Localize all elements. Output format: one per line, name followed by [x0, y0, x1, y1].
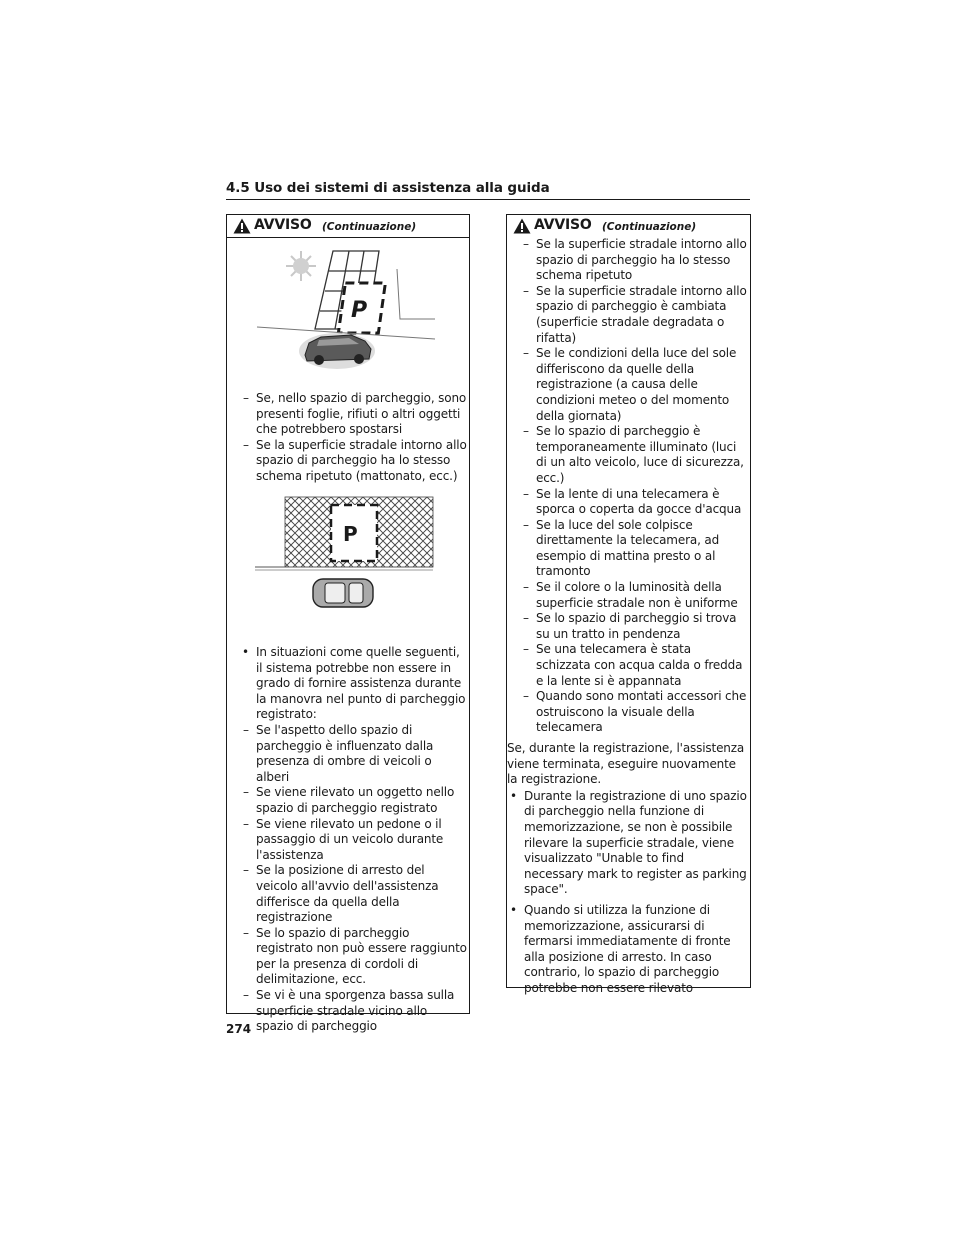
- parking-p-label: P: [351, 298, 368, 323]
- list-item: • Durante la registrazione di uno spazio di parcheggio nella funzione di memorizzazione, se non è possibile rilevare la superficie stradale, viene visualizzato "Unable to find necessary mark to register as parking space".: [510, 788, 747, 897]
- parking-p-label-2: P: [343, 522, 358, 546]
- section-header: 4.5 Uso dei sistemi di assistenza alla guida: [226, 180, 550, 196]
- car-topview-icon: [313, 579, 373, 607]
- right-text-block: [523, 237, 749, 736]
- page-number: 274: [226, 1022, 252, 1036]
- list-item: – Se, nello spazio di parcheggio, sono presenti foglie, rifiuti o altri oggetti che potrebbero spostarsi: [243, 391, 467, 437]
- left-text-block-2: [239, 645, 467, 1035]
- list-item: – Se viene rilevato un oggetto nello spazio di parcheggio registrato: [243, 785, 455, 815]
- list-item: – Se la superficie stradale intorno allo spazio di parcheggio è cambiata (superficie stradale degradata o rifatta): [523, 283, 747, 345]
- car-icon: [299, 333, 375, 369]
- list-item: – Se lo spazio di parcheggio è temporaneamente illuminato (luci di un alto veicolo, luce di sicurezza, ecc.): [523, 424, 744, 485]
- continued-label: (Continuazione): [602, 221, 697, 233]
- list-item: – Se la lente di una telecamera è sporca o coperta da gocce d'acqua: [523, 486, 742, 517]
- list-item: – Se la superficie stradale intorno allo spazio di parcheggio ha lo stesso schema ripetuto: [523, 237, 747, 283]
- list-item: • Quando si utilizza la funzione di memorizzazione, assicurarsi di fermarsi immediatamente di fronte alla posizione di arresto. In caso contrario, lo spazio di parcheggio potrebbe non essere rilevato: [510, 902, 731, 995]
- warning-title: AVVISO: [534, 217, 592, 233]
- list-item: – Se una telecamera è stata schizzata con acqua calda o fredda e la lente si è appannata: [523, 642, 743, 688]
- warning-title: AVVISO: [254, 217, 312, 233]
- repeated-pattern-illustration: [255, 493, 445, 613]
- warning-panel-header: [227, 215, 469, 238]
- continued-label: (Continuazione): [322, 221, 417, 233]
- warning-triangle-icon: [233, 218, 251, 234]
- list-item: – Se la posizione di arresto del veicolo all'avvio dell'assistenza differisce da quella della registrazione: [243, 863, 439, 925]
- header-rule: [226, 199, 750, 200]
- list-item: – Se l'aspetto dello spazio di parcheggio è influenzato dalla presenza di ombre di veicoli o alberi: [243, 722, 434, 784]
- list-item: – Quando sono montati accessori che ostruiscono la visuale della telecamera: [523, 689, 747, 735]
- warning-triangle-icon: [513, 218, 531, 234]
- list-item: • In situazioni come quelle seguenti, il sistema potrebbe non essere in grado di fornire assistenza durante la manovra nel punto di parcheggio registrato:: [242, 645, 466, 722]
- registration-paragraph: Se, durante la registrazione, l'assistenza viene terminata, eseguire nuovamente la registrazione.: [507, 741, 745, 787]
- left-text-block-1: [243, 391, 467, 485]
- warning-panel-header: [507, 215, 750, 237]
- parking-sunlight-illustration: [255, 243, 445, 378]
- list-item: – Se la superficie stradale intorno allo spazio di parcheggio ha lo stesso schema ripetuto (mattonato, ecc.): [243, 437, 467, 483]
- list-item: – Se lo spazio di parcheggio si trova su un tratto in pendenza: [523, 611, 737, 641]
- right-text-block-2: [507, 741, 747, 997]
- list-item: – Se la luce del sole colpisce direttamente la telecamera, ad esempio di mattina presto o al tramonto: [523, 517, 720, 579]
- list-item: – Se lo spazio di parcheggio registrato non può essere raggiunto per la presenza di cordoli di delimitazione, ecc.: [243, 925, 467, 987]
- list-item: – Se il colore o la luminosità della superficie stradale non è uniforme: [523, 580, 738, 610]
- warning-panel-right: [506, 214, 751, 995]
- list-item: – Se le condizioni della luce del sole differiscono da quelle della registrazione (a causa delle condizioni meteo o del momento della giornata): [523, 346, 737, 423]
- list-item: – Se vi è una sporgenza bassa sulla superficie stradale vicino allo spazio di parcheggio: [243, 988, 455, 1034]
- list-item: – Se viene rilevato un pedone o il passaggio di un veicolo durante l'assistenza: [243, 816, 444, 862]
